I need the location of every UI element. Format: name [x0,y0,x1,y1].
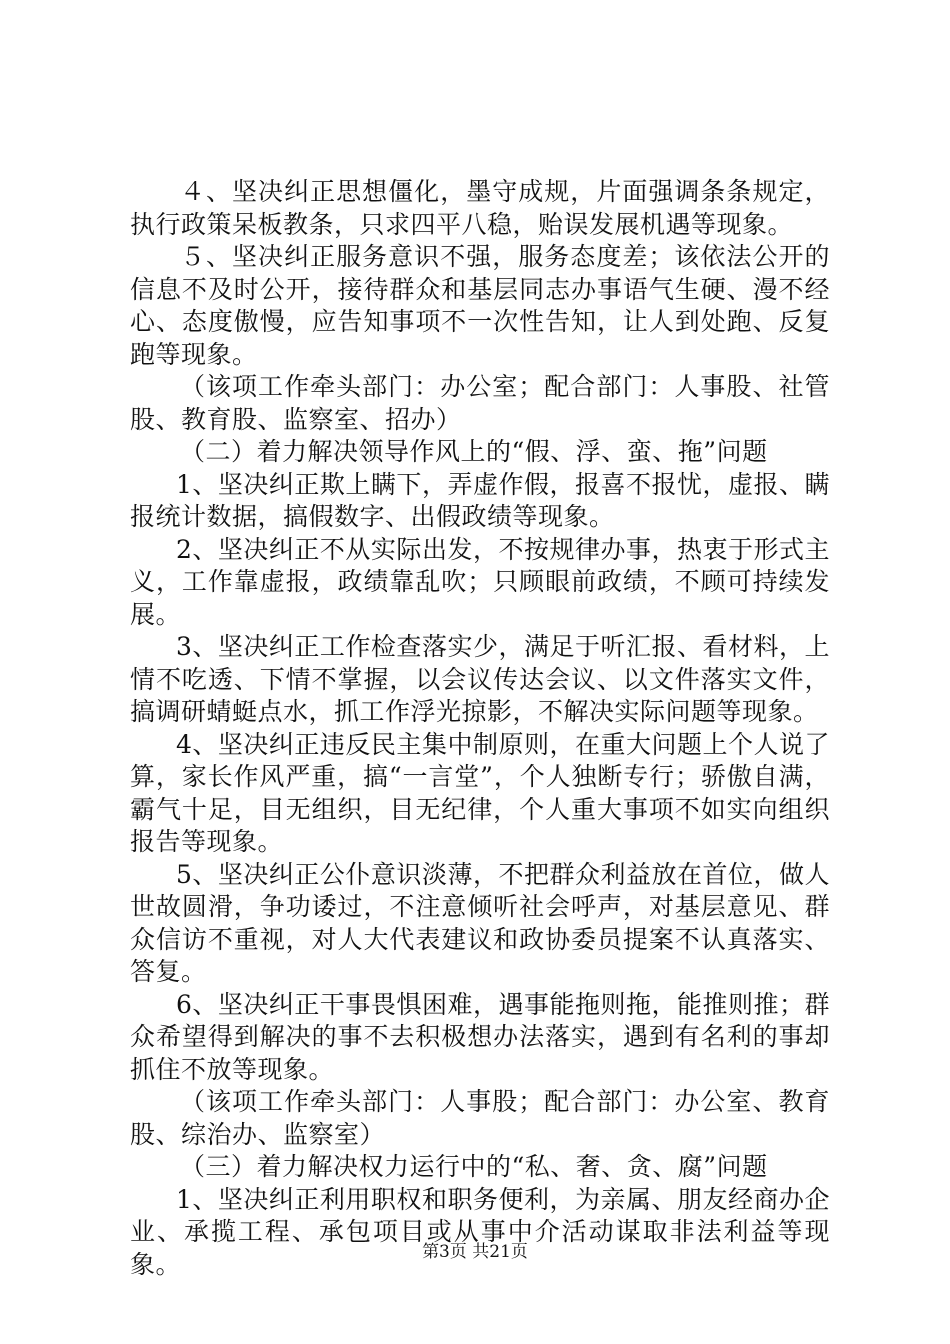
paragraph-lead-department-1: （该项工作牵头部门：办公室；配合部门：人事股、社管股、教育股、监察室、招办） [130,372,830,434]
paragraph-item-3: 3、坚决纠正工作检查落实少，满足于听汇报、看材料，上情不吃透、下情不掌握，以会议传达会议、以文件落实文件，搞调研蜻蜓点水，抓工作浮光掠影，不解决实际问题等现象。 [130,632,830,726]
paragraph-item-4: ４、坚决纠正思想僵化，墨守成规，片面强调条条规定，执行政策呆板教条，只求四平八稳，贻误发展机遇等现象。 [130,177,830,239]
paragraph-item-5b: 5、坚决纠正公仆意识淡薄，不把群众利益放在首位，做人世故圆滑，争功诿过，不注意倾听社会呼声，对基层意见、群众信访不重视，对人大代表建议和政协委员提案不认真落实、答复。 [130,859,830,986]
document-body [130,176,830,1281]
section-heading-3: （三）着力解决权力运行中的“私、奢、贪、腐”问题 [180,1152,768,1181]
paragraph-item-4b: 4、坚决纠正违反民主集中制原则，在重大问题上个人说了算，家长作风严重，搞“一言堂”，个人独断专行；骄傲自满，霸气十足，目无组织，目无纪律，个人重大事项不如实向组织报告等现象。 [130,729,830,856]
paragraph-item-5: ５、坚决纠正服务意识不强，服务态度差；该依法公开的信息不及时公开，接待群众和基层同志办事语气生硬、漫不经心、态度傲慢，应告知事项不一次性告知，让人到处跑、反复跑等现象。 [130,242,830,369]
paragraph-item-2: 2、坚决纠正不从实际出发，不按规律办事，热衷于形式主义，工作靠虚报，政绩靠乱吹；只顾眼前政绩，不顾可持续发展。 [130,534,830,629]
paragraph-item-6: 6、坚决纠正干事畏惧困难，遇事能拖则拖，能推则推；群众希望得到解决的事不去积极想办法落实，遇到有名利的事却抓住不放等现象。 [130,989,830,1084]
paragraph-item-1c: 1、坚决纠正利用职权和职务便利，为亲属、朋友经商办企业、承揽工程、承包项目或从事中介活动谋取非法利益等现象。 [130,1184,830,1279]
page-number-footer: 第3页 共21页 [422,1242,528,1262]
section-heading-2: （二）着力解决领导作风上的“假、浮、蛮、拖”问题 [180,437,768,466]
paragraph-item-1: 1、坚决纠正欺上瞒下，弄虚作假，报喜不报忧，虚报、瞒报统计数据，搞假数字、出假政绩等现象。 [130,469,830,531]
paragraph-lead-department-2: （该项工作牵头部门：人事股；配合部门：办公室、教育股、综治办、监察室） [130,1087,830,1149]
